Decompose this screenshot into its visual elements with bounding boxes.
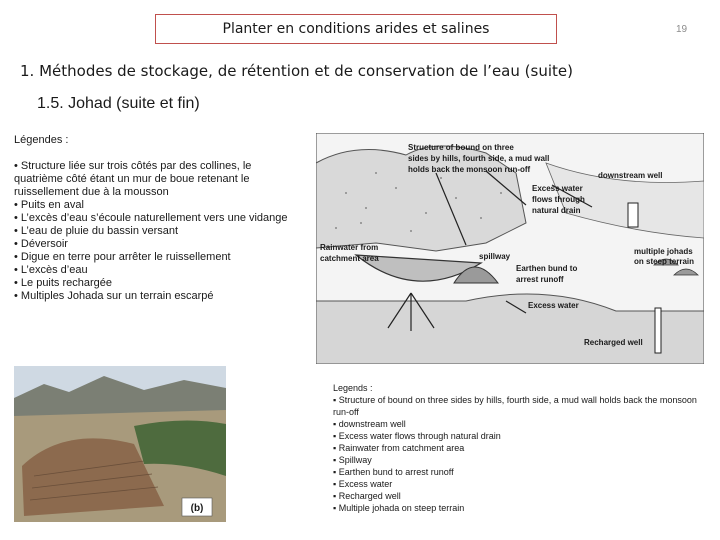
photo-caption: (b) <box>190 503 204 514</box>
label-downstream-well: downstream well <box>598 171 663 180</box>
english-legend-item: ▪ Earthen bund to arrest runoff <box>333 467 454 477</box>
french-legend-item: • Puits en aval <box>14 199 84 211</box>
french-legend-item: • L’excès d’eau <box>14 264 88 276</box>
slide-title: Planter en conditions arides et salines <box>222 21 490 37</box>
section-title: 1. Méthodes de stockage, de rétention et de conservation de l’eau (suite) <box>20 62 573 80</box>
label-bund-1: Earthen bund to <box>516 264 578 273</box>
french-legend-item: • Structure liée sur trois côtés par des collines, le quatrième côté étant un mur de boue retenant le ruissellement due à la mousson <box>14 160 252 198</box>
french-legend-item: • Le puits rechargée <box>14 277 113 289</box>
french-legend-item: • Multiples Johada sur un terrain escarpé <box>14 290 214 302</box>
french-legend-item: • Déversoir <box>14 238 68 250</box>
label-multiple-1: multiple johads <box>634 247 693 256</box>
english-legend-item: ▪ Recharged well <box>333 491 401 501</box>
french-legend-item: • L’eau de pluie du bassin versant <box>14 225 179 237</box>
english-legend-item: ▪ downstream well <box>333 419 406 429</box>
label-structure-3: holds back the monsoon run-off <box>408 165 531 174</box>
english-legend-title: Legends : <box>333 383 373 393</box>
label-excess-1: Excess water <box>532 184 583 193</box>
slide-title-box <box>155 14 557 44</box>
french-legend-item: • Digue en terre pour arrêter le ruissellement <box>14 251 231 263</box>
label-rainwater-2: catchment area <box>320 254 379 263</box>
english-legend-list <box>333 394 703 514</box>
label-multiple-2: on steep terrain <box>634 257 695 266</box>
english-legend <box>333 382 703 514</box>
french-legend-title: Légendes : <box>14 134 69 146</box>
label-recharged-well: Recharged well <box>584 338 643 347</box>
label-excess-3: natural drain <box>532 206 581 215</box>
label-excess-2: flows through <box>532 195 585 204</box>
label-structure-2: sides by hills, fourth side, a mud wall <box>408 154 550 163</box>
label-rainwater-1: Rainwater from <box>320 243 379 252</box>
label-spillway: spillway <box>479 252 511 261</box>
johad-diagram <box>316 133 704 364</box>
english-legend-item: ▪ Excess water flows through natural drain <box>333 431 501 441</box>
english-legend-item: ▪ Structure of bound on three sides by hills, fourth side, a mud wall holds back the monsoon run-off <box>333 395 697 417</box>
downstream-well <box>628 203 638 227</box>
french-legend-list <box>14 160 296 303</box>
french-legend-item: • L’excès d’eau s’écoule naturellement vers une vidange <box>14 212 288 224</box>
english-legend-item: ▪ Excess water <box>333 479 393 489</box>
label-bund-2: arrest runoff <box>516 275 564 284</box>
recharged-well <box>655 308 661 353</box>
label-structure-1: Structure of bound on three <box>408 143 514 152</box>
french-legend <box>14 134 296 303</box>
english-legend-item: ▪ Rainwater from catchment area <box>333 443 465 453</box>
johad-photo <box>14 366 226 522</box>
english-legend-item: ▪ Spillway <box>333 455 372 465</box>
page-number: 19 <box>676 24 688 35</box>
subsection-title: 1.5. Johad (suite et fin) <box>37 95 200 112</box>
label-excess-water: Excess water <box>528 301 579 310</box>
english-legend-item: ▪ Multiple johada on steep terrain <box>333 503 465 513</box>
